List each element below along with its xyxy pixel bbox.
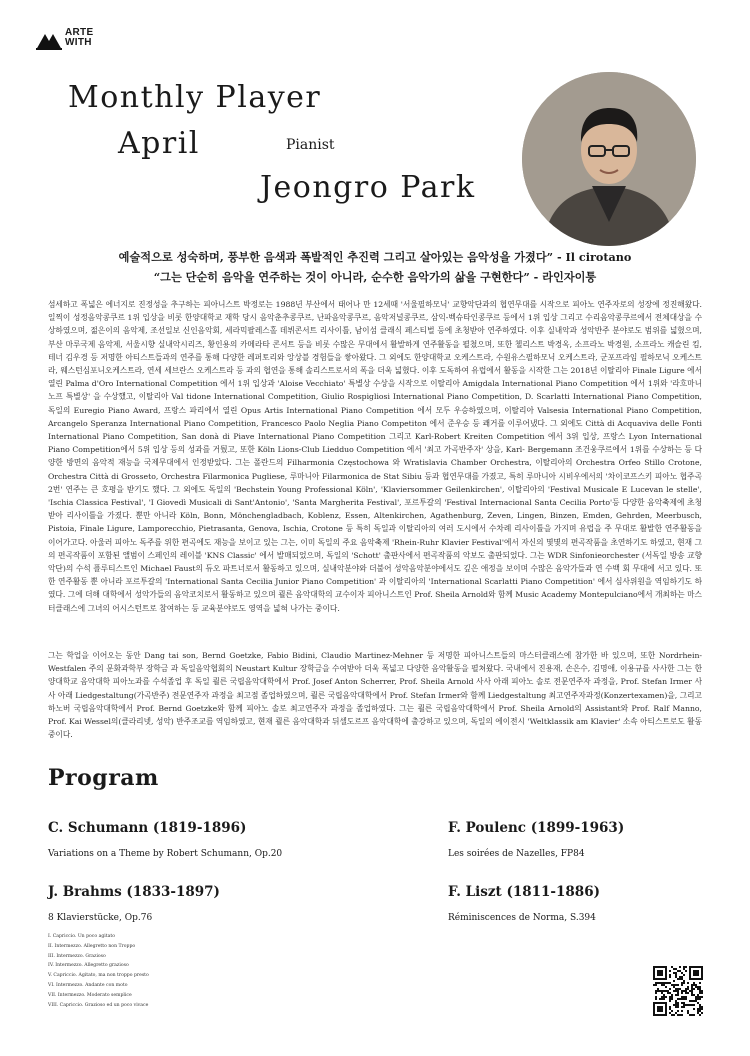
- movement-item: IV. Intermezzo. Allegretto grazioso: [48, 963, 129, 969]
- program-composer: C. Schumann (1819-1896): [48, 820, 247, 836]
- program-work: Réminiscences de Norma, S.394: [448, 913, 596, 923]
- logo-text-line1: ARTE: [65, 27, 94, 38]
- biography-paragraph-1: 섬세하고 폭넓은 에너지로 진정성을 추구하는 피아니스트 박정로는 1988년 부산에서 태어나 만 12세때 '서울필하모닉' 교향악단과의 협연무대를 시작으로 피아노 연주자로의 성장에 정진해왔다. 일찍이 성정음악콩쿠르 1위 입상을 비롯 한양대학교 재학 당시 음악춘추콩쿠르, 난파음악콩쿠르, 음악저널콩쿠르, 삼익-벡슈타인콩쿠르 등에서 1위 입상 그리고 수리음악콩쿠르에서 전체대상을 수상하였으며, 젊은이의 음악제, 조선일보 신인음악회, 세라믹팔레스홀 데뷔콘서트 리사이틀, 남이섬 클래식 페스티벌 등에 초청받아 연주하였다. 이후 실내악과 성악반주 분야로도 범위를 넓혔으며, 부산 마루국제 음악제, 서울시향 실내악시리즈, 황인용의 카메라타 콘서트 등을 비롯 수많은 무대에서 활발하게 연주활동을 펼쳤으며, 또한 첼리스트 박경옥, 소프라노 박경원, 소프라노 캐슬린 킴, 테너 김우경 등 저명한 아티스트들과의 연주를 통해 다양한 레퍼토리와 앙상블 경험들을 쌓아왔다. 그 외에도 한양대학교 오케스트라, 수원유스필하모닉 오케스트라, 군포프라임 필하모닉 오케스트라, 웨스턴심포니오케스트라, 연세 세브란스 오케스트라 등 과의 협연을 통해 솔리스트로서의 폭을 더욱 넓혔다. 이후 도독하여 유럽에서 활동을 시작한 그는 2018년 이탈리아 Finale Ligure 에서 열린 Palma d'Oro International Competition 에서 1위 입상과 'Aloise Vecchiato' 특별상 수상을 시작으로 이탈리아 Amigdala International Piano Competition 에서 1위와 '라흐마니노프 특별상' 을 수상했고, 이탈리아 Val tidone International Competition, Giulio Rospigliosi International Piano Competition, D. Scarlatti International Piano Competition, 독일의 Euregio Piano Award, 프랑스 파리에서 열린 Opus Artis International Piano Competition 에서 모두 우승하였으며, 이탈리아 Valsesia International Piano Competition, Arcangelo Speranza International Piano Competition, Francesco Paolo Neglia Piano Competiton 에서 준우승 등 쾌거를 이루어냈다. 그 외에도 Città di Acquaviva delle Fonti International Piano Competition, San donà di Piave International Piano Competition 그리고 Karl-Robert Kreiten Competition 에서 3위 입상, 프랑스 Lyon International Piano Competition에서 5위 입상 등의 성과를 거뒀고, 또한 Köln Lions-Club Liedduo Competition 에서 '최고 가곡반주자' 상을, Karl- Bergemann 조건웅쿠르에서 1위를 수상하는 등 다양한 방면의 음악적 재능을 국제무대에서 인정받았다. 그는 폴란드의 Filharmonia Częstochowa 와 Wratislavia Chamber Orchestra, 이탈리아의 Orchestra Orfeo Stillo Crotone, Orchestra Città di Grosseto, Orchestra Filarmonica Pugliese, 루마니아 Filarmonica de Stat Sibiu 등과 협연무대를 가졌고, 특히 루마니아 시비우에서의 '차이코프스키 피아노 협주곡 2번' 연주는 큰 호평을 받기도 했다. 그 외에도 독일의 'Bechstein Young Professional Köln', 'Klaviersommer Geilenkirchen', 이탈리아의 'Festival Musicale E Lucevan le stelle', 'Ischia Classica Festival', 'I Giovedì Musicali di Sant'Antonio', 'Santa Margherita Festival', 포르투갈의 'Festival Internacional Santa Cecilia Porto'등 다양한 음악축제에 초청받아 리사이틀을 가졌다. 뿐만 아니라 Köln, Bonn, Mönchengladbach, Koblenz, Essen, Altenkirchen, Agathenburg, Zeven, Lingen, Binzen, Emden, Gehrden, Meerbusch, Pistoia, Finale Ligure, Lamporecchio, Pietrasanta, Genova, Ischia, Crotone 등 특히 독일과 이탈리아의 여러 도시에서 수차례 리사이틀을 가지며 유럽을 주 무대로 활발한 연주활동을 이어가고다. 아울러 피아노 독주를 위한 편곡에도 재능을 보이고 있는 그는, 이미 독일의 주요 음악축제 'Rhein-Ruhr Klavier Festival'에서 자신의 몇몇의 편곡작품을 초연하기도 하였고, 현재 그의 편곡작품이 포함된 앨범이 스페인의 레이블 'KNS Classic' 에서 발매되었으며, 독일의 'Schott' 출판사에서 편곡작품의 악보도 출판되었다. 그는 WDR Sinfonieorchester (서독일 방송 교향악단)의 수석 플루티스트인 Michael Faust의 듀오 파트너로서 활동하고 있으며, 실내악분야와 더불어 성악음악분야에서도 깊은 애정을 보이며 수많은 음악가들과 연 수백 회 무대에 서고 있다. 또한 연주활동 뿐 아니라 포르투갈의 'International Santa Cecilia Junior Piano Competition' 과 이탈리아의 'International Scarlatti Piano Competition' 에서 심사위원을 역임하기도 하였다. 그에 더해 대학에서 성악가들의 음악코치로서 활동하고 있으며 쾰른 음악대학의 교수이자 피아니스트인 Prof. Sheila Arnold와 함께 Music Academy Montepulciano에서 개최하는 마스터클래스에 그녀의 어시스턴트로 참여하는 등 교육분야로도 영역을 넓혀 나가는 중이다.: [48, 300, 702, 613]
- movement-item: III. Intermezzo. Grazioso: [48, 953, 106, 959]
- brahms-movement-list: [48, 932, 149, 1010]
- movement-item: VI. Intermezzo. Andante con moto: [48, 982, 128, 988]
- quote-1: 예술적으로 성숙하며, 풍부한 음색과 폭발적인 추진력 그리고 살아있는 음악성을 가졌다” - Il cirotano: [118, 250, 632, 264]
- arte-with-logo: [36, 28, 93, 50]
- press-quotes: [30, 247, 720, 287]
- program-composer: F. Liszt (1811-1886): [448, 884, 600, 900]
- movement-item: II. Intermezzo. Allegretto non Troppo: [48, 943, 136, 949]
- logo-text-line2: WITH: [65, 37, 92, 48]
- performer-role: Pianist: [286, 137, 335, 153]
- title-monthly-player: Monthly Player: [68, 80, 322, 115]
- qr-code-icon[interactable]: [653, 966, 703, 1016]
- program-work: Variations on a Theme by Robert Schumann, Op.20: [48, 849, 283, 859]
- quote-2: “그는 단순히 음악을 연주하는 것이 아니라, 순수한 음악가의 삶을 구현한다” - 라인자이퉁: [153, 270, 597, 284]
- logo-mark-icon: [36, 28, 62, 50]
- movement-item: V. Capriccio. Agitato, ma non troppo presto: [48, 973, 149, 979]
- program-heading: Program: [48, 765, 159, 791]
- performer-photo: [522, 72, 696, 246]
- biography-paragraph-2: 그는 학업을 이어오는 동안 Dang tai son, Bernd Goetzke, Fabio Bidini, Claudio Martinez-Mehner 등 저명한 피아니스트들의 마스터클래스에 참가한 바 있으며, 또한 Nordrhein-Westfalen 주의 문화과학부 장학금 과 독일음악협회의 Neustart Kultur 장학금을 수여받아 더욱 폭넓고 다양한 음악활동을 펼쳐왔다. 국내에서 진용재, 손은수, 김명애, 이용규를 사사한 그는 한양대학교 음악대학 피아노과를 수석졸업 후 독일 쾰른 국립음악대학에서 Prof. Josef Anton Scherrer, Prof. Sheila Arnold 사사 아래 피아노 솔로 전문연주자 과정을, Prof. Stefan Irmer 사사 아래 Liedgestaltung(가곡반주) 전문연주자 과정을 최고점 졸업하였으며, 쾰른 국립음악대학에서 Prof. Stefan Irmer와 함께 Liedgestaltung 최고연주자과정(Konzertexamen)을, 그리고 하노버 국립음악대학에서 Prof. Bernd Goetzke와 함께 피아노 솔로 최고연주자 과정을 졸업하였다. 그는 쾰른 국립음악대학에서 Prof. Sheila Arnold의 Assistant와 Prof. Ralf Manno, Prof. Kai Wessel의(클라리넷, 성악) 반주조교를 역임하였고, 현재 쾰른 음악대학과 뒤셀도르프 음악대학에 출강하고 있으며, 독일의 에이전시 'Weltklassik am Klavier' 소속 아티스트로도 활동중이다.: [48, 651, 702, 740]
- program-composer: J. Brahms (1833-1897): [48, 884, 220, 900]
- movement-item: VIII. Capriccio. Grazioso ed un poco vivace: [48, 1002, 149, 1008]
- program-work: Les soirées de Nazelles, FP84: [448, 849, 585, 859]
- title-month: April: [118, 126, 200, 161]
- movement-item: VII. Intermezzo. Moderato semplice: [48, 992, 132, 998]
- performer-name: Jeongro Park: [260, 170, 476, 205]
- program-composer: F. Poulenc (1899-1963): [448, 820, 625, 836]
- program-work: 8 Klavierstücke, Op.76: [48, 913, 153, 923]
- movement-item: I. Capriccio. Un poco agitato: [48, 934, 115, 939]
